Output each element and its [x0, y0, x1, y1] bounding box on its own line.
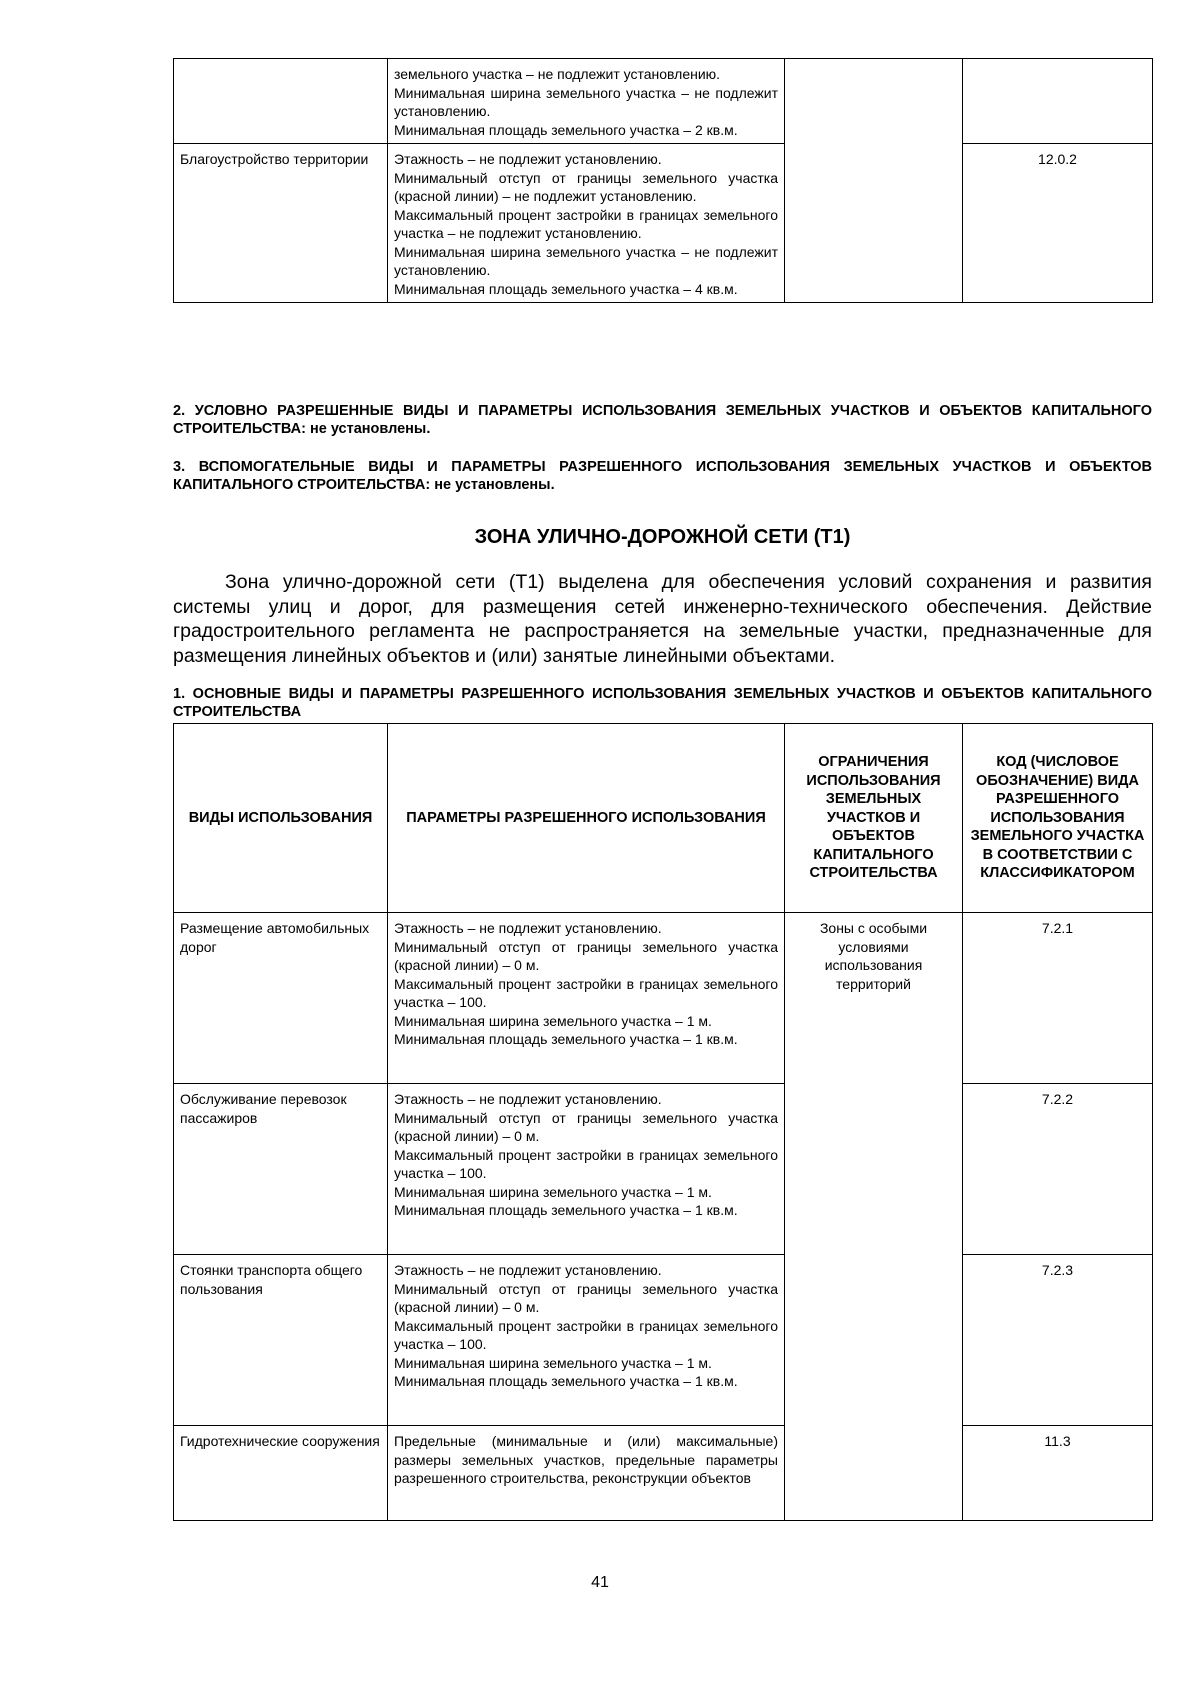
code-cell: 11.3	[963, 1426, 1153, 1521]
restrictions-cell: Зоны с особыми условиями использования территорий	[785, 913, 963, 1521]
code-cell: 7.2.1	[963, 913, 1153, 1084]
column-header-code: КОД (ЧИСЛОВОЕ ОБОЗНАЧЕНИЕ) ВИДА РАЗРЕШЕННОГО ИСПОЛЬЗОВАНИЯ ЗЕМЕЛЬНОГО УЧАСТКА В СООТВЕТСТВИИ С КЛАССИФИКАТОРОМ	[963, 724, 1153, 913]
param-line: Максимальный процент застройки в границах земельного участка – 100.	[394, 1317, 778, 1352]
param-line: Минимальная ширина земельного участка – 1 м.	[394, 1183, 712, 1200]
param-line: Предельные (минимальные и (или) максимальные) размеры земельных участков, предельные параметры разрешенного строительства, реконструкции объектов	[394, 1433, 778, 1486]
section-note: не установлены.	[434, 477, 555, 493]
table-header-row	[174, 724, 1153, 913]
param-line: Этажность – не подлежит установлению.	[394, 920, 662, 936]
params-cell	[388, 1084, 785, 1255]
param-line: земельного участка – не подлежит установлению.	[394, 66, 721, 82]
params-cell	[388, 1426, 785, 1521]
param-line: Максимальный процент застройки в границах земельного участка – 100.	[394, 1146, 778, 1181]
section-heading-conditional	[173, 402, 1152, 438]
param-line: Минимальная площадь земельного участка – 1 кв.м.	[394, 1373, 738, 1389]
use-type-cell: Гидротехнические сооружения	[174, 1426, 388, 1521]
param-line: Минимальная площадь земельного участка – 4 кв.м.	[394, 280, 738, 297]
use-type-cell: Размещение автомобильных дорог	[174, 913, 388, 1084]
table-row	[174, 1426, 1153, 1521]
column-header-type: ВИДЫ ИСПОЛЬЗОВАНИЯ	[174, 724, 388, 913]
param-line: Минимальная ширина земельного участка – не подлежит установлению.	[394, 84, 778, 119]
use-type-cell: Обслуживание перевозок пассажиров	[174, 1084, 388, 1255]
zone-intro-paragraph: Зона улично-дорожной сети (Т1) выделена для обеспечения условий сохранения и развития системы улиц и дорог, для размещения сетей инженерно-технического обеспечения. Действие градостроительного регламента не распространяется на земельные участки, предназначенные для размещения линейных объектов и (или) занятые линейными объектами.	[173, 571, 1152, 667]
param-line: Максимальный процент застройки в границах земельного участка – 100.	[394, 975, 778, 1010]
section-heading-text: 3. ВСПОМОГАТЕЛЬНЫЕ ВИДЫ И ПАРАМЕТРЫ РАЗРЕШЕННОГО ИСПОЛЬЗОВАНИЯ ЗЕМЕЛЬНЫХ УЧАСТКОВ И ОБЪЕКТОВ КАПИТАЛЬНОГО СТРОИТЕЛЬСТВА:	[173, 459, 1152, 493]
param-line: Минимальная ширина земельного участка – не подлежит установлению.	[394, 243, 778, 278]
restrictions-cell	[785, 59, 963, 303]
param-line: Минимальная площадь земельного участка – 1 кв.м.	[394, 1202, 738, 1218]
param-line: Минимальная ширина земельного участка – 1 м.	[394, 1012, 712, 1029]
param-line: Минимальный отступ от границы земельного участка (красной линии) – не подлежит установлению.	[394, 169, 778, 204]
column-header-params: ПАРАМЕТРЫ РАЗРЕШЕННОГО ИСПОЛЬЗОВАНИЯ	[388, 724, 785, 913]
page-number: 41	[591, 1574, 609, 1591]
use-type-cell: Благоустройство территории	[174, 144, 388, 303]
params-cell	[388, 144, 785, 303]
param-line: Максимальный процент застройки в границах земельного участка – не подлежит установлению.	[394, 206, 778, 241]
code-cell	[963, 59, 1153, 144]
column-header-restrictions: ОГРАНИЧЕНИЯ ИСПОЛЬЗОВАНИЯ ЗЕМЕЛЬНЫХ УЧАСТКОВ И ОБЪЕКТОВ КАПИТАЛЬНОГО СТРОИТЕЛЬСТВА	[785, 724, 963, 913]
param-line: Минимальная площадь земельного участка – 1 кв.м.	[394, 1031, 738, 1047]
param-line: Минимальная ширина земельного участка – 1 м.	[394, 1354, 712, 1371]
param-line: Этажность – не подлежит установлению.	[394, 1091, 662, 1107]
section-heading-main	[173, 685, 1152, 721]
param-line: Этажность – не подлежит установлению.	[394, 151, 662, 167]
table-row	[174, 1084, 1153, 1255]
code-cell: 12.0.2	[963, 144, 1153, 303]
code-cell: 7.2.2	[963, 1084, 1153, 1255]
use-type-cell	[174, 59, 388, 144]
params-cell	[388, 913, 785, 1084]
main-uses-table	[173, 723, 1153, 1521]
code-cell: 7.2.3	[963, 1255, 1153, 1426]
zone-title: ЗОНА УЛИЧНО-ДОРОЖНОЙ СЕТИ (Т1)	[474, 526, 851, 548]
param-line: Этажность – не подлежит установлению.	[394, 1262, 662, 1278]
table-row	[174, 1255, 1153, 1426]
param-line: Минимальная площадь земельного участка – 2 кв.м.	[394, 121, 738, 138]
params-cell	[388, 1255, 785, 1426]
table-row	[174, 144, 1153, 303]
param-line: Минимальный отступ от границы земельного участка (красной линии) – 0 м.	[394, 1280, 778, 1315]
section-note: не установлены.	[309, 421, 431, 437]
param-line: Минимальный отступ от границы земельного участка (красной линии) – 0 м.	[394, 938, 778, 973]
params-cell	[388, 59, 785, 144]
param-line: Минимальный отступ от границы земельного участка (красной линии) – 0 м.	[394, 1109, 778, 1144]
section-heading-text: 2. УСЛОВНО РАЗРЕШЕННЫЕ ВИДЫ И ПАРАМЕТРЫ ИСПОЛЬЗОВАНИЯ ЗЕМЕЛЬНЫХ УЧАСТКОВ И ОБЪЕКТОВ КАПИТАЛЬНОГО СТРОИТЕЛЬСТВА:	[173, 403, 1152, 437]
section-heading-text: 1. ОСНОВНЫЕ ВИДЫ И ПАРАМЕТРЫ РАЗРЕШЕННОГО ИСПОЛЬЗОВАНИЯ ЗЕМЕЛЬНЫХ УЧАСТКОВ И ОБЪЕКТОВ КАПИТАЛЬНОГО СТРОИТЕЛЬСТВА	[173, 686, 1152, 720]
table-row	[174, 59, 1153, 144]
table-row	[174, 913, 1153, 1084]
continued-table	[173, 58, 1153, 303]
use-type-cell: Стоянки транспорта общего пользования	[174, 1255, 388, 1426]
section-heading-auxiliary	[173, 458, 1152, 494]
